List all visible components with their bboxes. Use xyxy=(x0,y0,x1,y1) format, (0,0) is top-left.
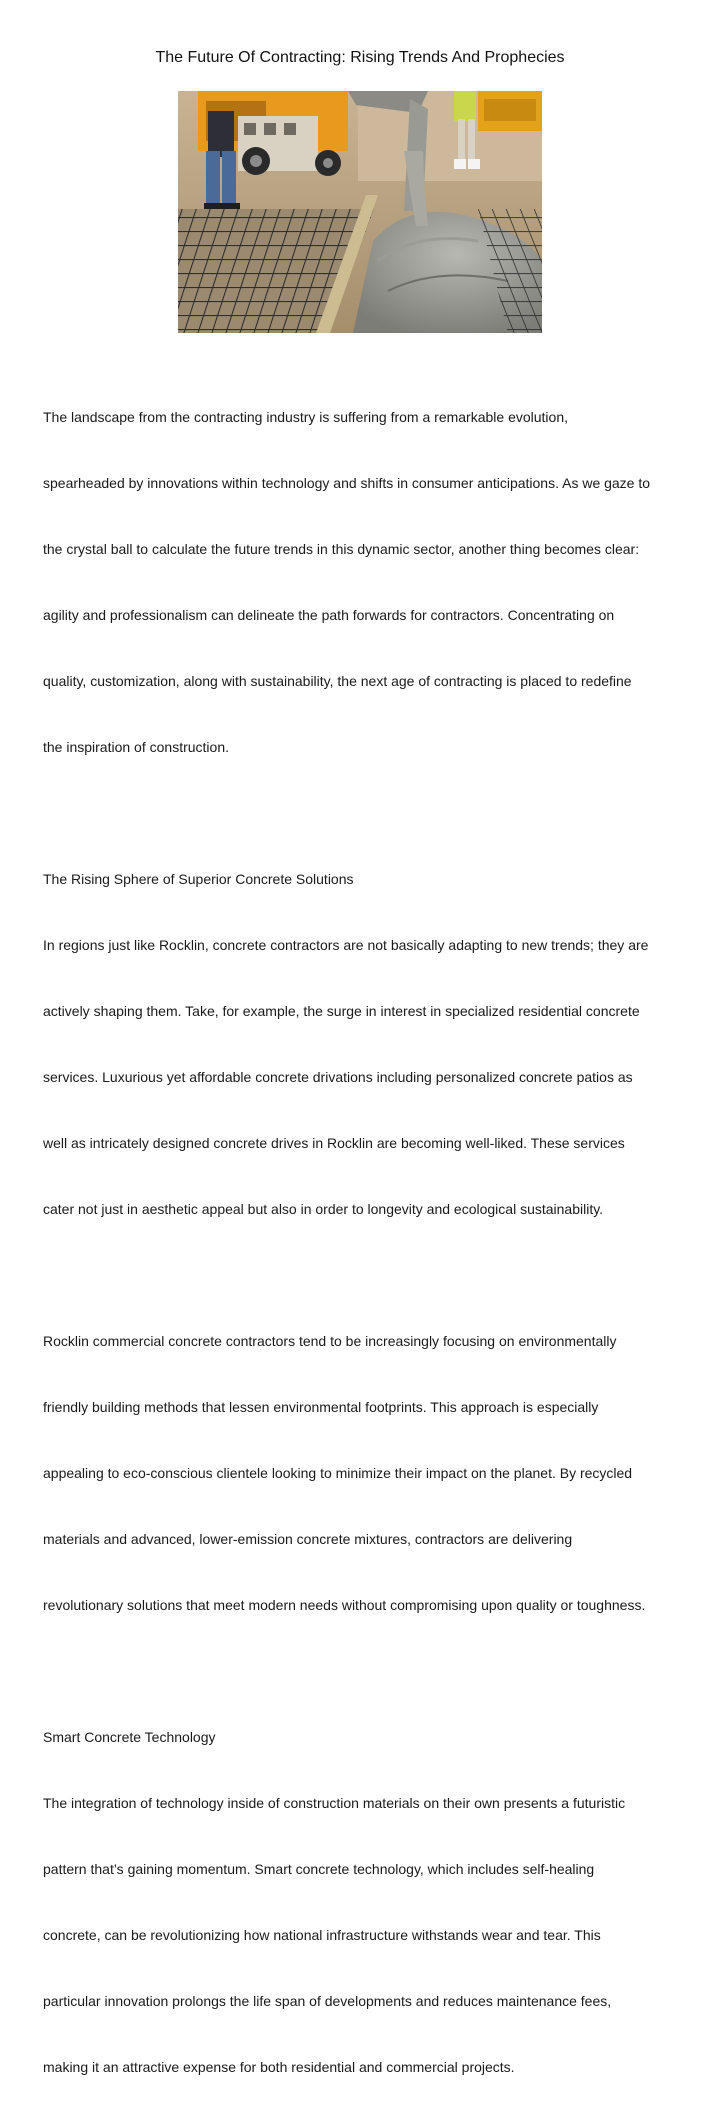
section-heading: The Rising Sphere of Superior Concrete Solutions xyxy=(43,871,354,887)
text-line: actively shaping them. Take, for example, the surge in interest in specialized residential concrete xyxy=(43,1003,640,1019)
text-line: quality, customization, along with sustainability, the next age of contracting is placed to redefine xyxy=(43,673,632,689)
text-line: well as intricately designed concrete drives in Rocklin are becoming well-liked. These services xyxy=(43,1135,625,1151)
text-line: particular innovation prolongs the life span of developments and reduces maintenance fees, xyxy=(43,1993,612,2009)
text-line: friendly building methods that lessen environmental footprints. This approach is especially xyxy=(43,1399,599,1415)
text-line: appealing to eco-conscious clientele looking to minimize their impact on the planet. By recycled xyxy=(43,1465,633,1481)
text-line: services. Luxurious yet affordable concrete drivations including personalized concrete patios as xyxy=(43,1069,633,1085)
intro-paragraph xyxy=(43,362,683,802)
text-line: the crystal ball to calculate the future trends in this dynamic sector, another thing becomes clear: xyxy=(43,541,640,557)
text-line: pattern that’s gaining momentum. Smart concrete technology, which includes self-healing xyxy=(43,1861,595,1877)
text-line: Rocklin commercial concrete contractors tend to be increasingly focusing on environmentally xyxy=(43,1333,617,1349)
text-line: The landscape from the contracting industry is suffering from a remarkable evolution, xyxy=(43,409,568,425)
text-line: revolutionary solutions that meet modern needs without compromising upon quality or toughness. xyxy=(43,1597,646,1613)
text-line: concrete, can be revolutionizing how national infrastructure withstands wear and tear. This xyxy=(43,1927,601,1943)
commercial-paragraph xyxy=(43,1286,683,1660)
text-line: In regions just like Rocklin, concrete contractors are not basically adapting to new trends; they are xyxy=(43,937,649,953)
section-heading: Smart Concrete Technology xyxy=(43,1729,216,1745)
text-line: The integration of technology inside of construction materials on their own presents a futuristic xyxy=(43,1795,626,1811)
article-body xyxy=(43,362,683,2122)
concrete-pour-photo xyxy=(178,91,542,333)
text-line: spearheaded by innovations within technology and shifts in consumer anticipations. As we gaze to xyxy=(43,475,651,491)
text-line: agility and professionalism can delineate the path forwards for contractors. Concentrating on xyxy=(43,607,615,623)
text-line: materials and advanced, lower-emission concrete mixtures, contractors are delivering xyxy=(43,1531,573,1547)
text-line: cater not just in aesthetic appeal but also in order to longevity and ecological sustainability. xyxy=(43,1201,604,1217)
page-title: The Future Of Contracting: Rising Trends And Prophecies xyxy=(155,49,565,66)
section-smart-concrete xyxy=(43,1682,683,2122)
text-line: making it an attractive expense for both residential and commercial projects. xyxy=(43,2059,515,2075)
text-line: the inspiration of construction. xyxy=(43,739,229,755)
section-concrete-solutions xyxy=(43,824,683,1264)
